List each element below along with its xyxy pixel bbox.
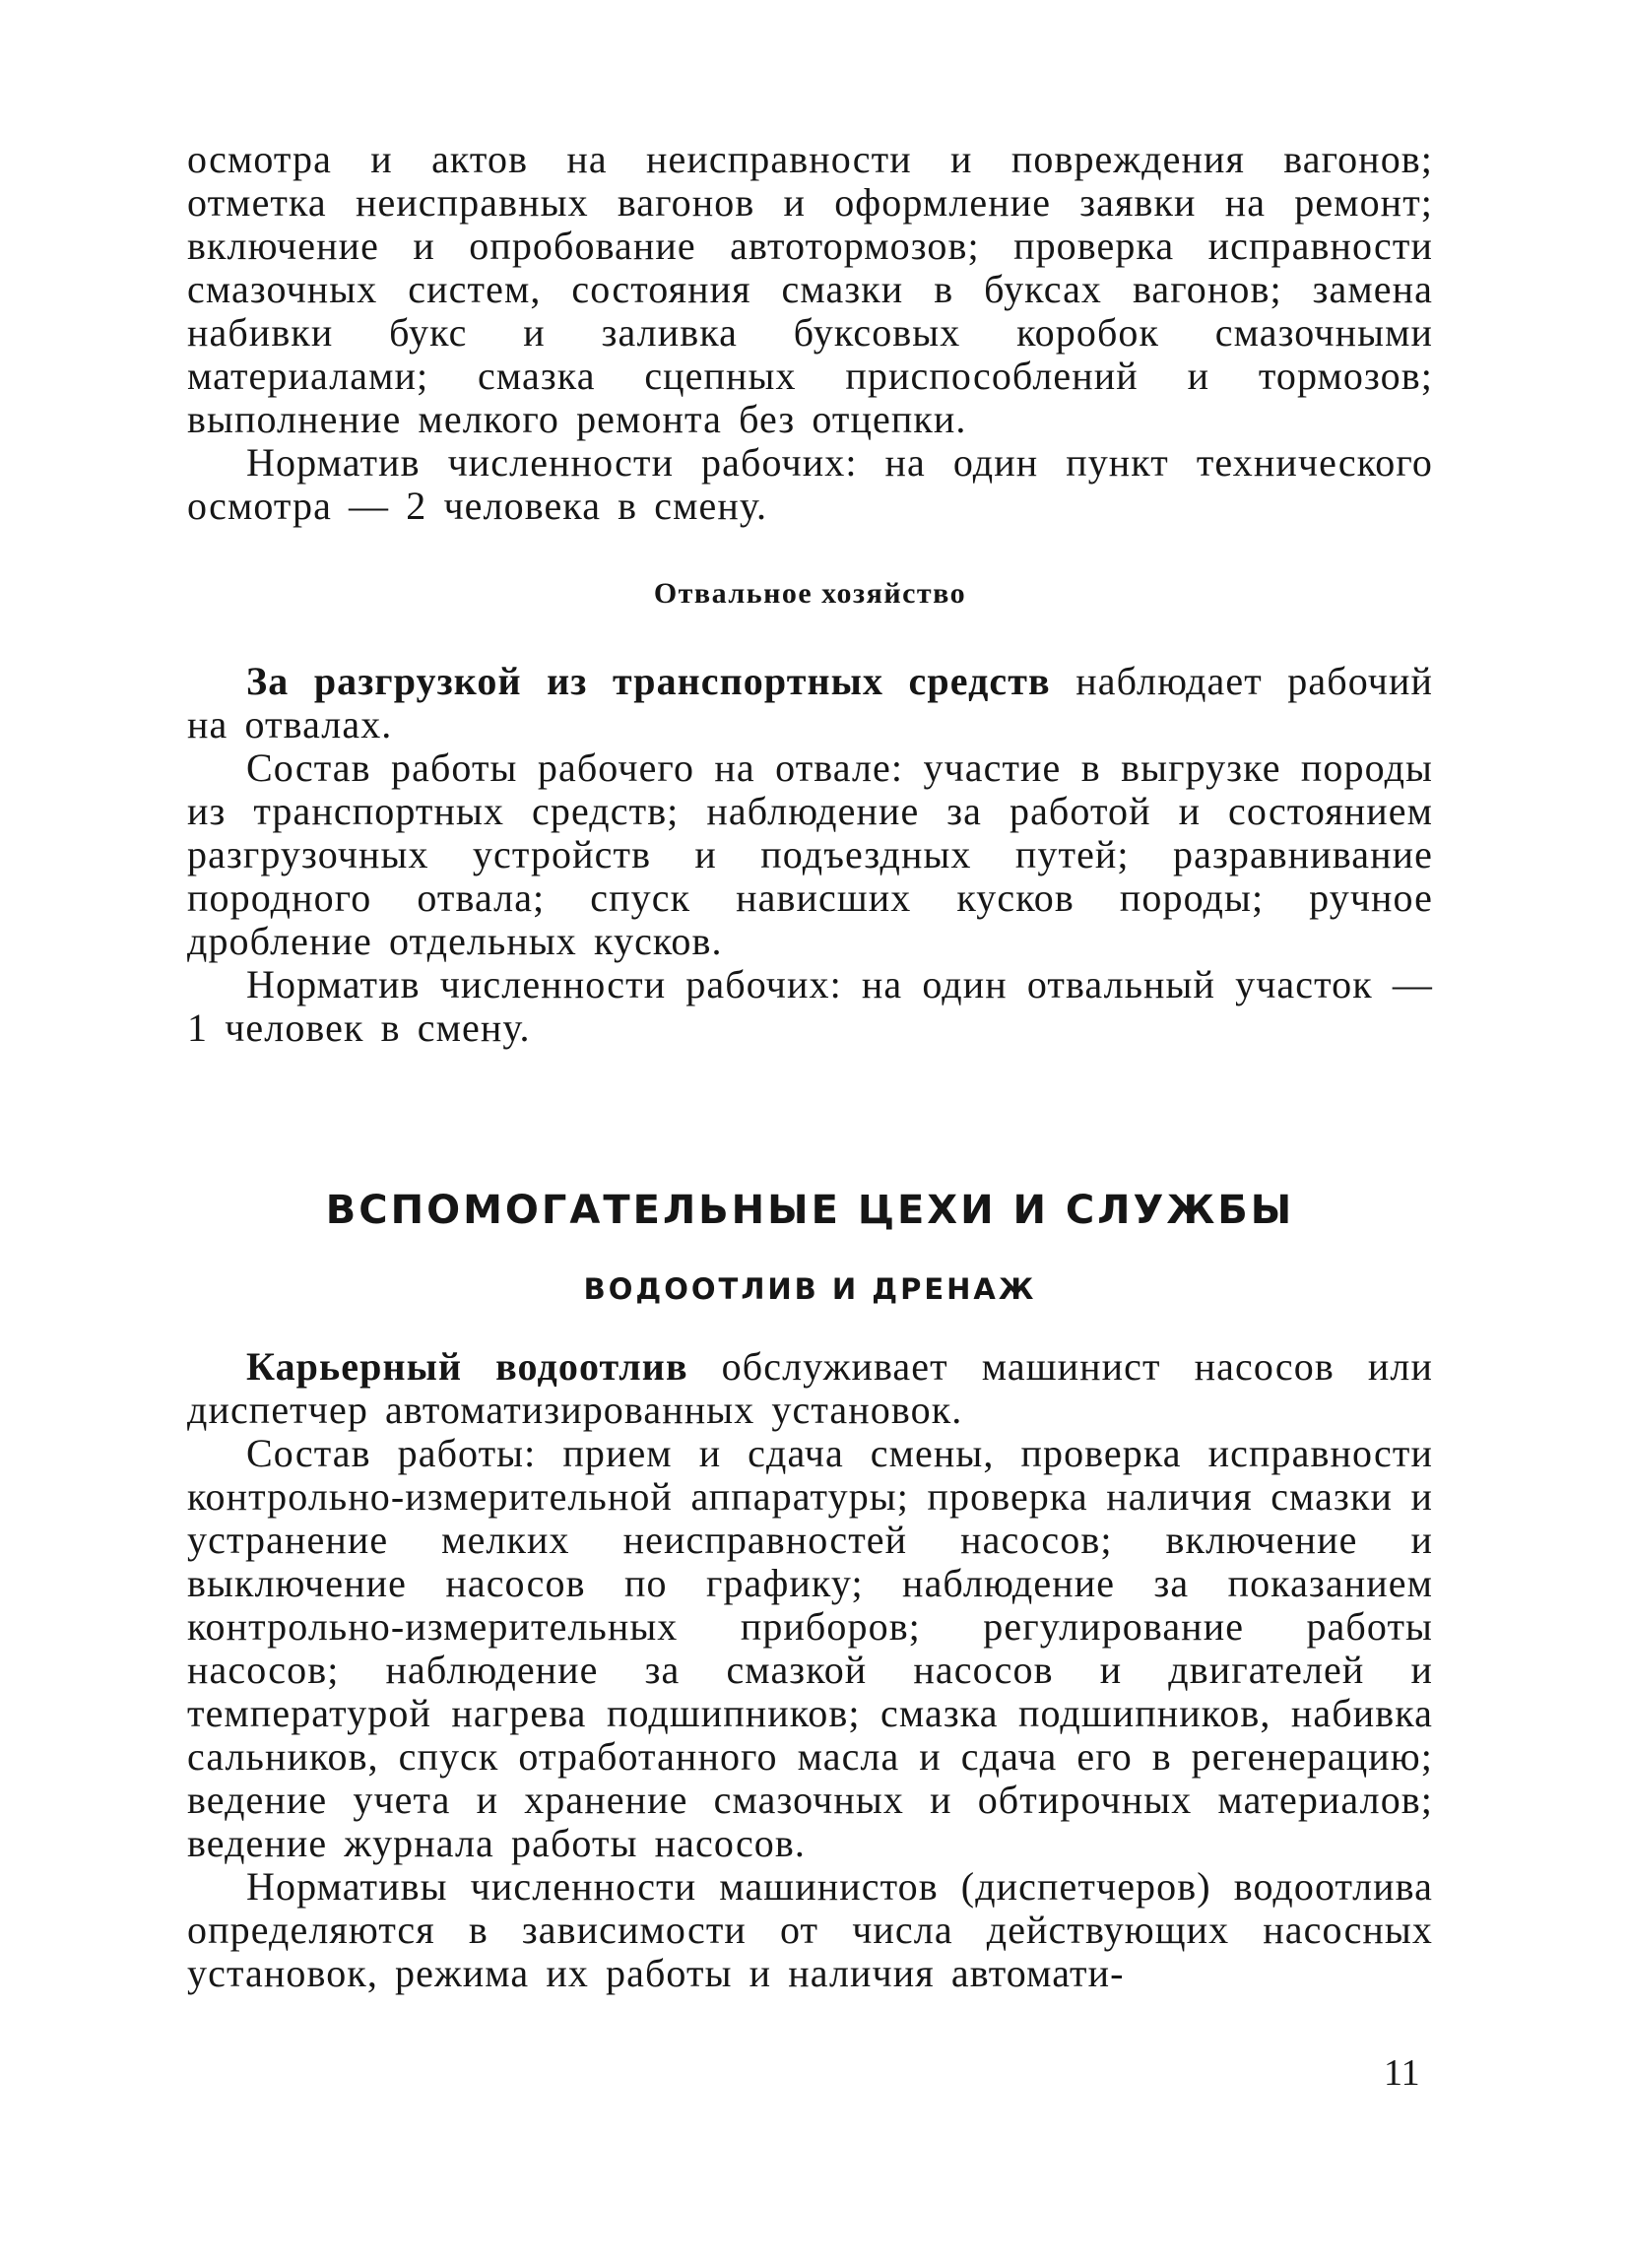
paragraph-drainage-norm: Нормативы численности машинистов (диспетчеров) водоотлива определяются в зависимости от числа действующих насосных установок, режима их работы и наличия автомати- <box>187 1864 1433 1995</box>
dump-rest-text: наблюдает рабочий на отвалах. <box>187 659 1434 746</box>
paragraph-drainage-work: Состав работы: прием и сдача смены, проверка исправности контрольно-измерительной аппаратуры; проверка наличия смазки и устранение мелких неисправностей насосов; включение и выключение насосов по графику; наблюдение за показанием контрольно-измерительных приборов; регулирование работы насосов; наблюдение за смазкой насосов и двигателей и температурой нагрева подшипников; смазка подшипников, набивка сальников, спуск отработанного масла и сдача его в регенерацию; ведение учета и хранение смазочных и обтирочных материалов; ведение журнала работы насосов. <box>187 1431 1433 1865</box>
paragraph-inspection-tasks: осмотра и актов на неисправности и повреждения вагонов; отметка неисправных вагонов и оформление заявки на ремонт; включение и опробование автотормозов; проверка исправности смазочных систем, состояния смазки в буксах вагонов; замена набивки букс и заливка буксовых коробок смазочными материалами; смазка сцепных приспособлений и тормозов; выполнение мелкого ремонта без отцепки. <box>187 137 1433 441</box>
paragraph-dump-intro <box>187 660 1433 746</box>
page-body <box>187 138 1433 1995</box>
paragraph-dump-work: Состав работы рабочего на отвале: участие в выгрузке породы из транспортных средств; наблюдение за работой и состоянием разгрузочных устройств и подъездных путей; разравнивание породного отвала; спуск нависших кусков породы; ручное дробление отдельных кусков. <box>187 745 1433 963</box>
chapter-title-drainage: ВОДООТЛИВ И ДРЕНАЖ <box>583 1272 1037 1306</box>
paragraph-dump-norm: Норматив численности рабочих: на один отвальный участок — 1 человек в смену. <box>187 962 1433 1050</box>
paragraph-inspection-norm: Норматив численности рабочих: на один пункт технического осмотра — 2 человека в смену. <box>187 440 1433 528</box>
drainage-lead-text: Карьерный водоотлив <box>246 1344 688 1389</box>
drainage-rest-text: обслуживает машинист насосов или диспетчер автоматизированных установок. <box>187 1344 1433 1432</box>
dump-lead-text: За разгрузкой из транспортных средств <box>246 659 1051 703</box>
page-number: 11 <box>1384 2052 1420 2094</box>
paragraph-drainage-intro <box>187 1345 1433 1432</box>
section-title-aux: ВСПОМОГАТЕЛЬНЫЕ ЦЕХИ И СЛУЖБЫ <box>325 1188 1295 1233</box>
subheading-dump: Отвальное хозяйство <box>653 577 967 610</box>
